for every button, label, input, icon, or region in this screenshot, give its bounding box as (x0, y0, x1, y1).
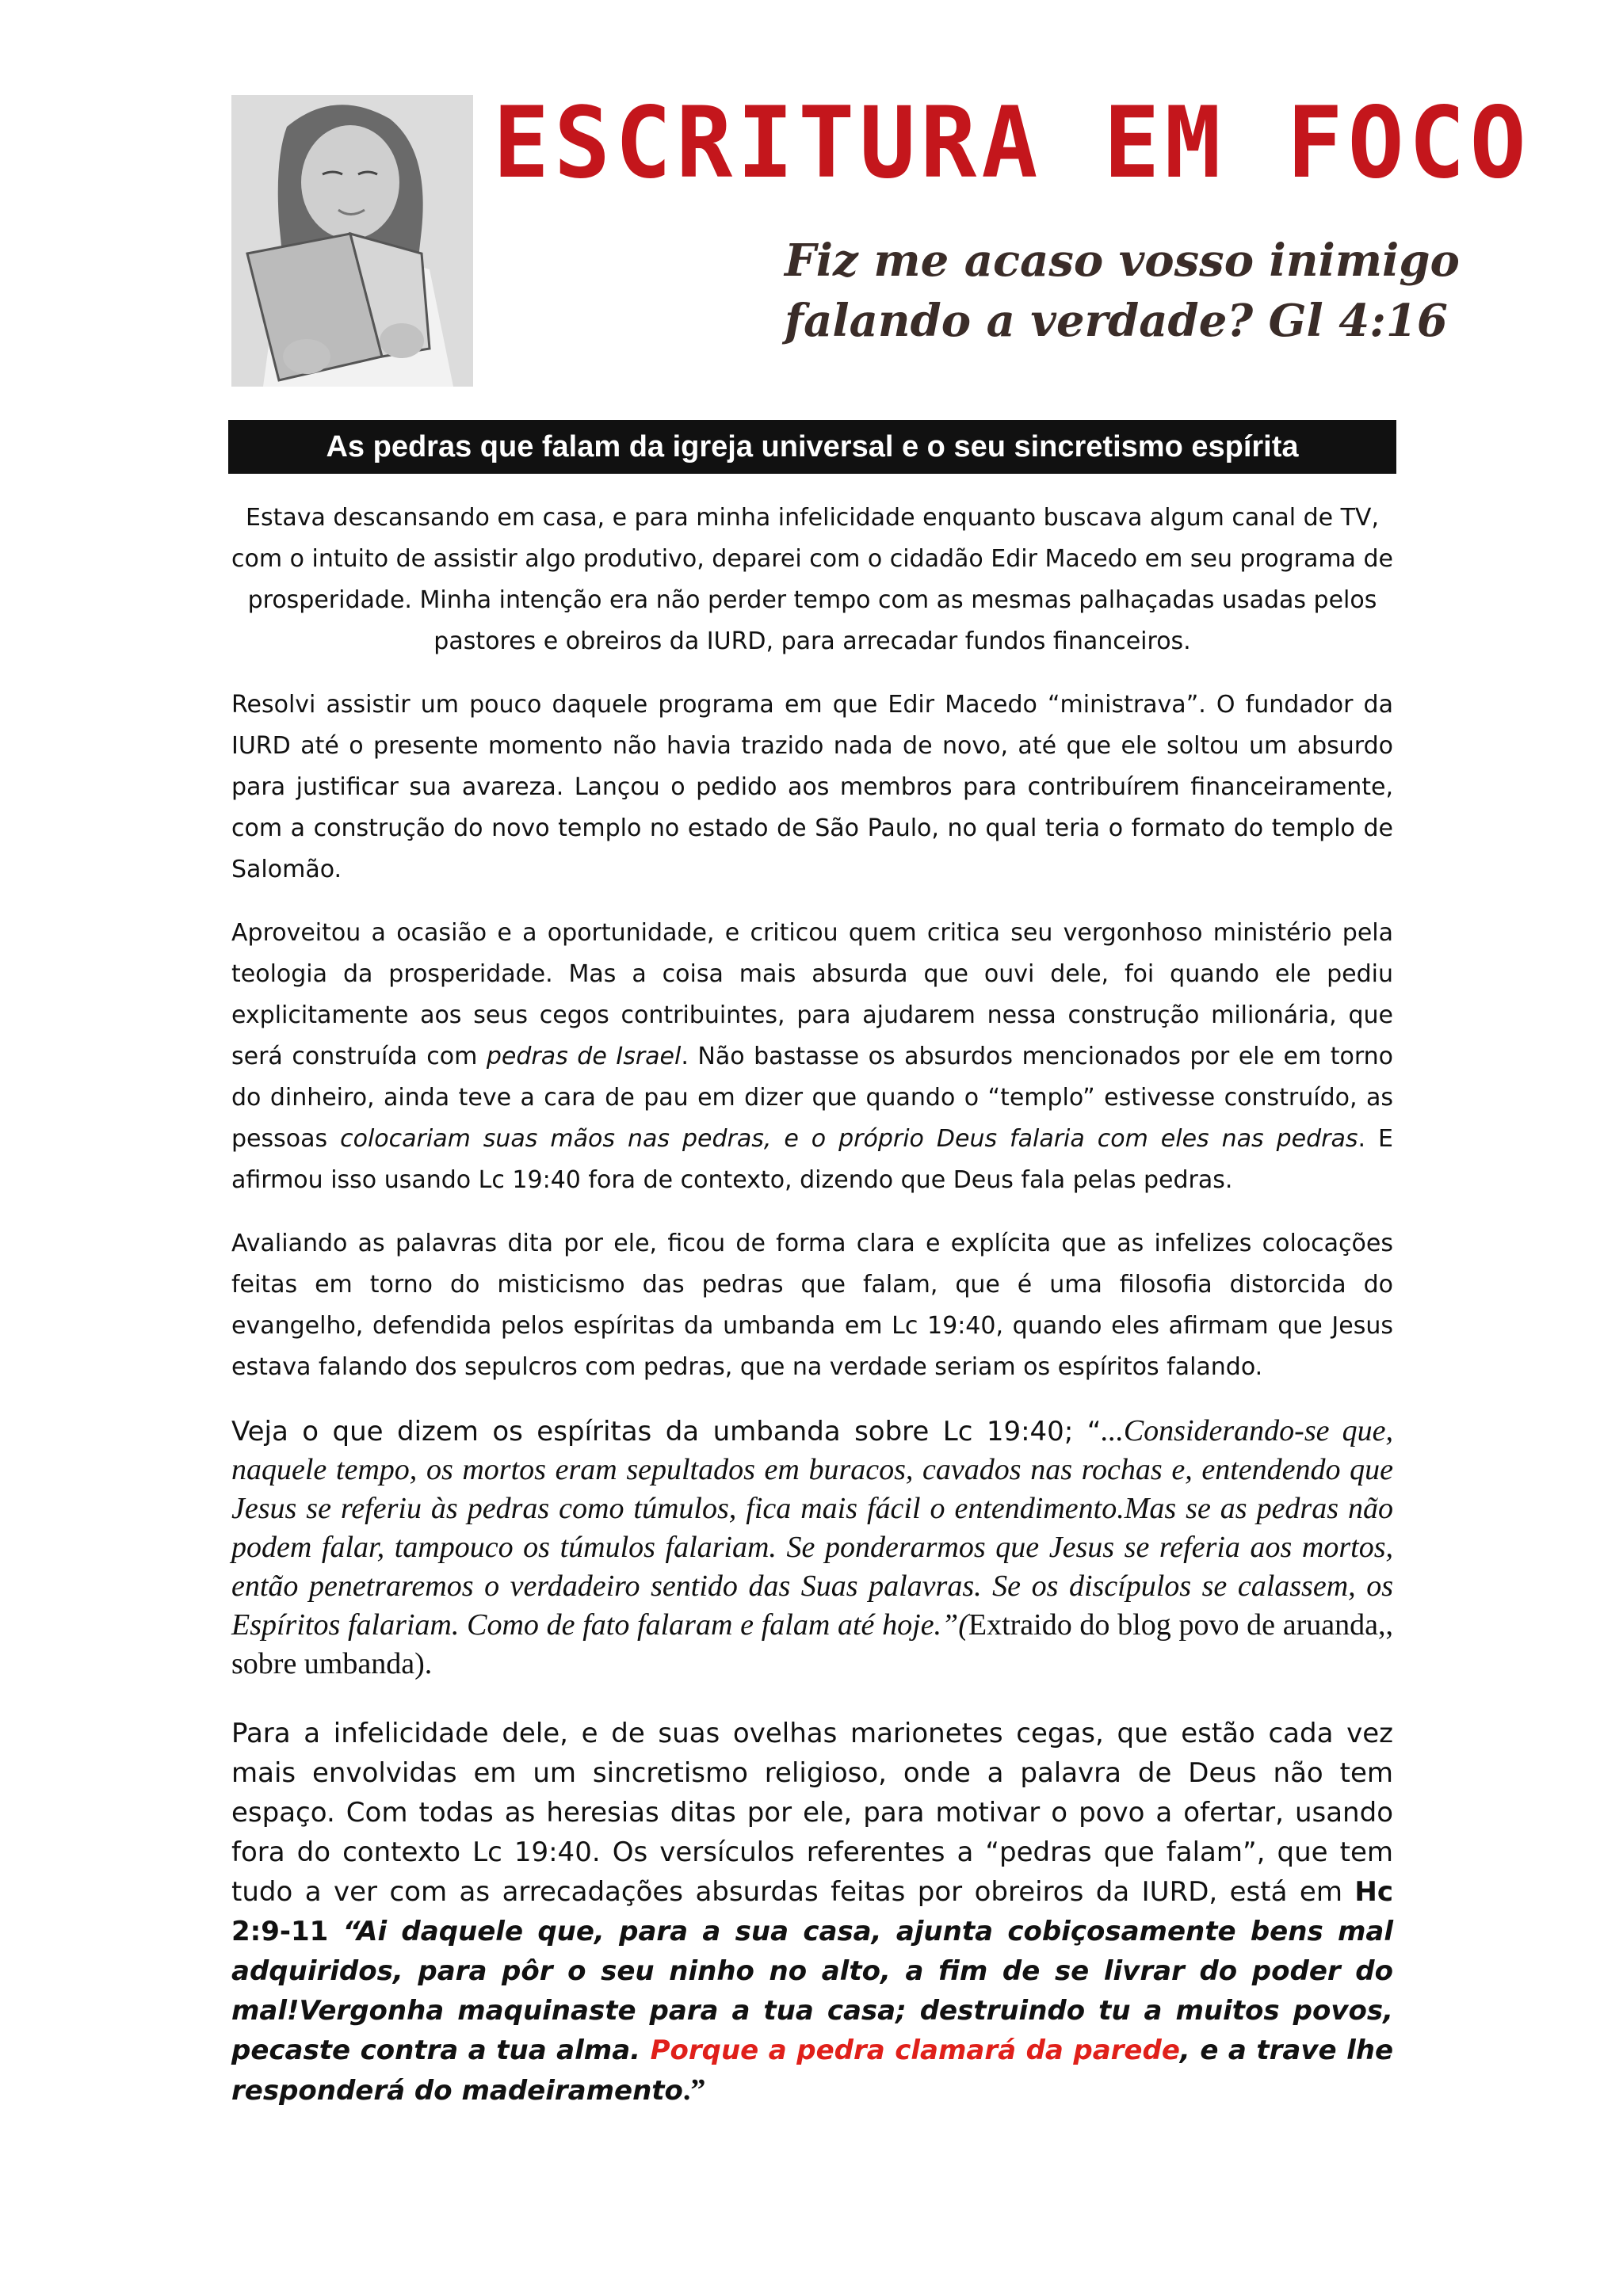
tagline-line-1: Fiz me acaso vosso inimigo (785, 235, 1460, 287)
p6-highlight-red: Porque a pedra clamará da parede (650, 2035, 1180, 2066)
paragraph-5-quote (231, 1412, 1393, 1684)
p6-scripture-quote: “Ai daquele que, para a sua casa, ajunta cobiçosamente bens mal adquiridos, para pôr o seu ninho no alto, a fim de se livrar do poder do mal!Vergonha maquinaste para a tua casa; destruindo tu a muitos povos, pecaste contra a tua alma. (231, 1916, 1393, 2066)
p5-intro: Veja o que dizem os espíritas da umbanda sobre Lc 19:40; “ (231, 1416, 1102, 1447)
girl-reading-illustration (231, 95, 473, 387)
paragraph-4: Avaliando as palavras dita por ele, ficou de forma clara e explícita que as infelizes colocações feitas em torno do misticismo das pedras que falam, que é uma filosofia distorcida do evangelho, defendida pelos espíritas da umbanda em Lc 19:40, quando eles afirmam que Jesus estava falando dos sepulcros com pedras, que na verdade seriam os espíritos falando. (231, 1230, 1393, 1381)
girl-reading-photo (231, 95, 473, 387)
article-title: As pedras que falam da igreja universal e o seu sincretismo espírita (228, 420, 1396, 474)
paragraph-2: Resolvi assistir um pouco daquele programa em que Edir Macedo “ministrava”. O fundador da IURD até o presente momento não havia trazido nada de novo, até que ele soltou um absurdo para justificar sua avareza. Lançou o pedido aos membros para contribuírem financeiramente, com a construção do novo templo no estado de São Paulo, no qual teria o formato do templo de Salomão. (231, 691, 1393, 883)
p3-text-c: . E afirmou isso usando Lc 19:40 fora de contexto, dizendo que Deus fala pelas pedras. (231, 1125, 1394, 1194)
p6-text: Para a infelicidade dele, e de suas ovelhas marionetes cegas, que estão cada vez mais envolvidas em um sincretismo religioso, onde a palavra de Deus não tem espaço. Com todas as heresias ditas por ele, para motivar o povo a ofertar, usando fora do contexto Lc 19:40. Os versículos referentes a “pedras que falam”, que tem tudo a ver com as arrecadações absurdas feitas por obreiros da IURD, está em (231, 1718, 1393, 1908)
p3-text-b: . Não bastasse os absurdos mencionados por ele em torno do dinheiro, ainda teve a cara de pau em dizer que quando o “templo” estivesse construído, as pessoas (231, 1043, 1393, 1153)
p5-umbanda-quote: ...Considerando-se que, naquele tempo, os mortos eram sepultados em buracos, cavados nas rochas e, entendendo que Jesus se referiu às pedras como túmulos, fica mais fácil o entendimento.Mas se as pedras não podem falar, tampouco os túmulos falariam. Se ponderarmos que Jesus se referia aos mortos, então penetraremos o verdadeiro sentido das Suas palavras. Se os discípulos se calassem, os Espíritos falariam. Como de fato falaram e falam até hoje.”( (231, 1414, 1393, 1642)
article-body (231, 498, 1393, 2133)
p3-text-a: Aproveitou a ocasião e a oportunidade, e criticou quem critica seu vergonhoso ministério pela teologia da prosperidade. Mas a coisa mais absurda que ouvi dele, foi quando ele pediu explicitamente aos seus cegos contribuintes, para ajudarem nessa construção milionária, que será construída com (231, 919, 1393, 1070)
tagline (785, 231, 1460, 351)
paragraph-6 (231, 1714, 1393, 2111)
p3-italic-2: colocariam suas mãos nas pedras, e o próprio Deus falaria com eles nas pedras (340, 1125, 1358, 1153)
p5-source: Extraido do blog povo de aruanda,, sobre umbanda). (231, 1608, 1394, 1680)
p6-scripture-end: , e a trave lhe responderá do madeiramento (231, 2035, 1394, 2107)
p6-scripture-ref: Hc 2:9-11 (231, 1876, 1393, 1947)
paragraph-3 (231, 913, 1393, 1201)
tagline-line-2: falando a verdade? Gl 4:16 (785, 294, 1448, 347)
site-brand: ESCRITURA EM FOCO (493, 85, 1531, 200)
paragraph-1: Estava descansando em casa, e para minha infelicidade enquanto buscava algum canal de TV, com o intuito de assistir algo produtivo, deparei com o cidadão Edir Macedo em seu programa de prosperidade. Minha intenção era não perder tempo com as mesmas palhaçadas usadas pelos pastores e obreiros da IURD, para arrecadar fundos financeiros. (231, 504, 1393, 655)
p6-close-quote: .” (682, 2073, 706, 2107)
p3-italic-1: pedras de Israel (486, 1043, 682, 1070)
